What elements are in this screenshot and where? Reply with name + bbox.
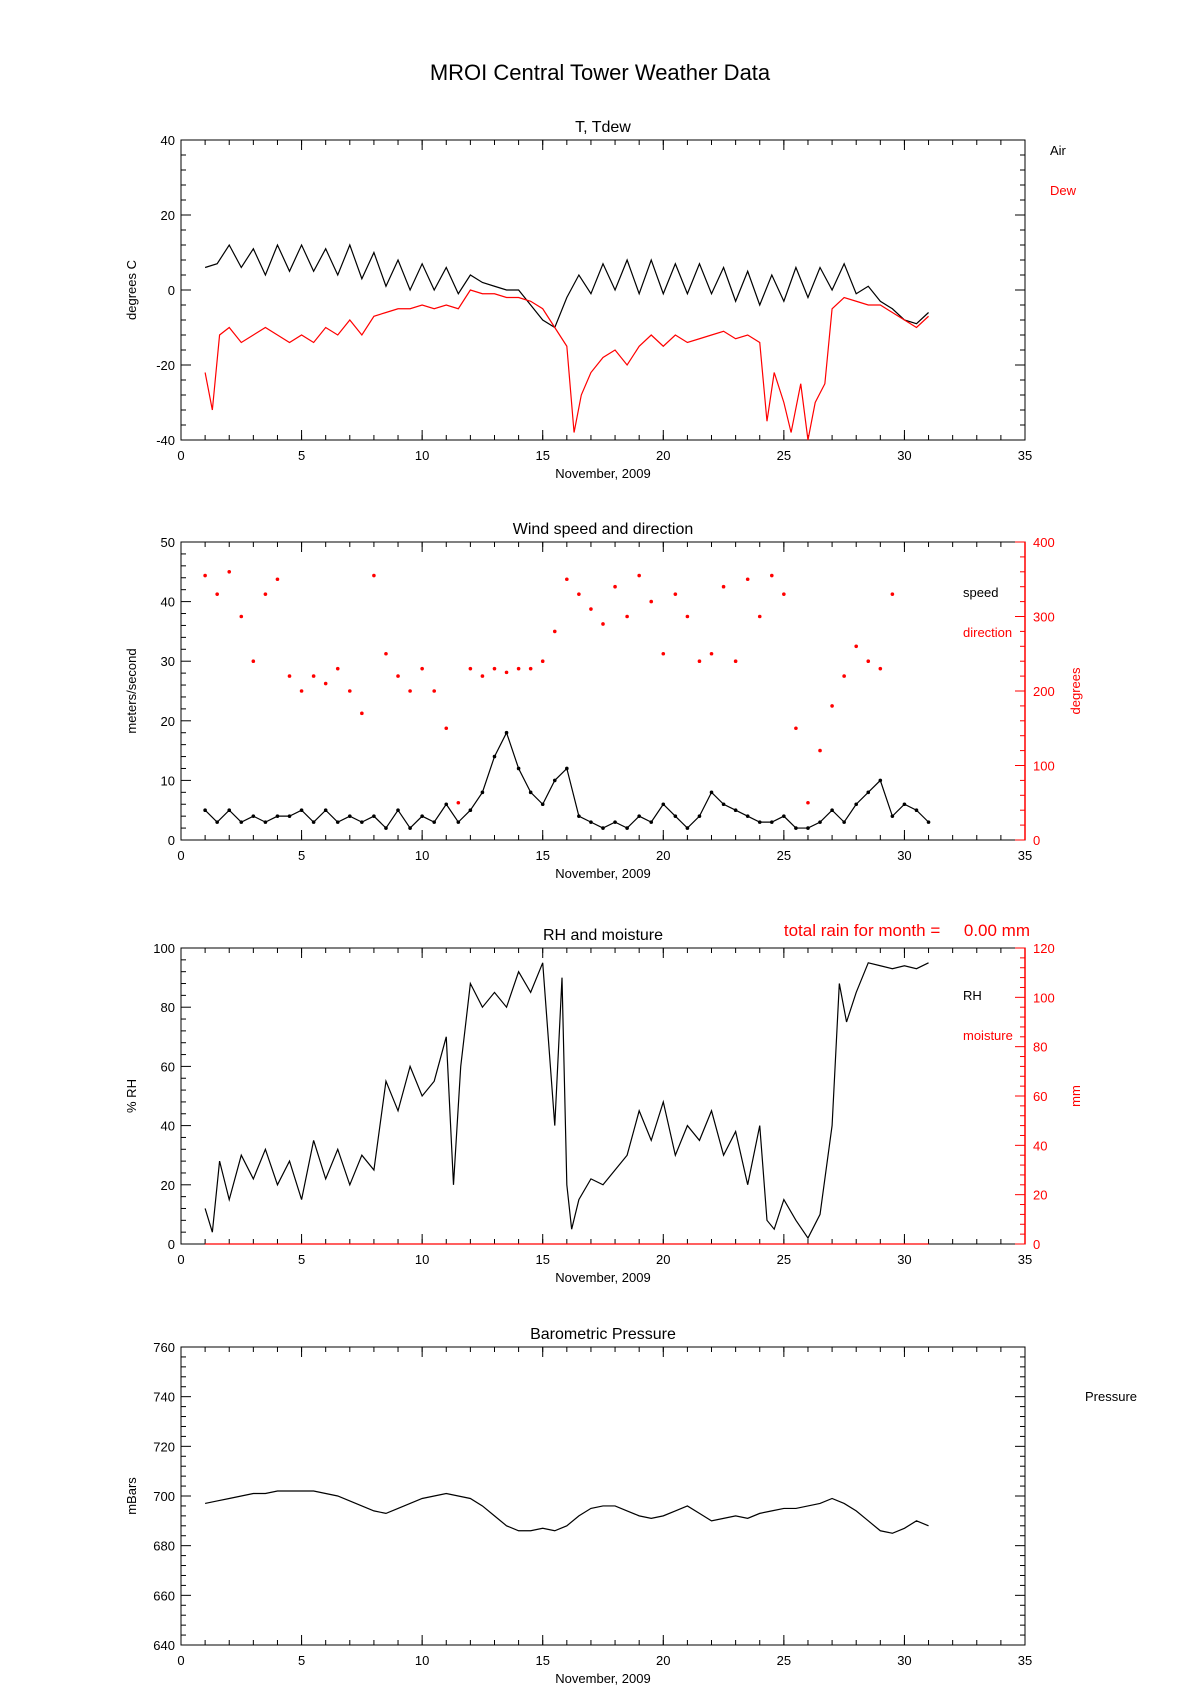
data-point-direction	[276, 577, 280, 581]
data-point-direction	[541, 659, 545, 663]
data-point-speed	[276, 814, 280, 818]
data-point-direction	[457, 801, 461, 805]
x-tick-label: 20	[656, 848, 671, 863]
x-axis-label: November, 2009	[555, 1671, 651, 1686]
data-point-speed	[360, 820, 364, 824]
x-tick-label: 35	[1017, 1252, 1033, 1267]
x-tick-label: 10	[414, 1653, 430, 1668]
data-point-speed	[215, 820, 219, 824]
y-tick-label: 20	[160, 1177, 175, 1193]
data-point-direction	[384, 652, 388, 656]
series-line-Pressure	[205, 1491, 928, 1533]
x-tick-label: 20	[656, 1653, 671, 1668]
data-point-speed	[686, 826, 690, 830]
chart-panel-1	[124, 119, 1077, 481]
data-point-direction	[408, 689, 412, 693]
x-tick-label: 25	[776, 1653, 792, 1668]
y-tick-label: 50	[160, 535, 175, 550]
data-point-direction	[854, 645, 858, 649]
data-point-speed	[722, 802, 726, 806]
data-point-direction	[312, 674, 316, 678]
data-point-direction	[891, 592, 895, 596]
y-tick-label: 100	[153, 941, 175, 956]
data-point-speed	[637, 814, 641, 818]
data-point-direction	[782, 592, 786, 596]
y-tick-label: 640	[153, 1638, 175, 1653]
y2-tick-label: 200	[1033, 684, 1055, 699]
data-point-speed	[348, 814, 352, 818]
series-speed	[203, 731, 930, 830]
data-point-direction	[698, 659, 702, 663]
data-point-direction	[203, 574, 207, 578]
data-point-speed	[252, 814, 256, 818]
x-tick-label: 20	[656, 1252, 671, 1267]
x-tick-label: 5	[297, 1653, 306, 1668]
data-point-direction	[879, 667, 883, 671]
y-tick-label: 740	[153, 1389, 175, 1405]
y-tick-label: 80	[160, 1000, 175, 1016]
data-point-speed	[927, 820, 931, 824]
panel-title: T, Tdew	[575, 119, 631, 136]
y-tick-label: -40	[156, 433, 175, 448]
x-tick-label: 15	[535, 1252, 550, 1267]
data-point-speed	[324, 808, 328, 812]
x-tick-label: 35	[1017, 848, 1033, 863]
x-tick-label: 15	[535, 448, 550, 463]
y-tick-label: 30	[160, 654, 175, 670]
data-point-speed	[203, 808, 207, 812]
data-point-direction	[625, 615, 629, 619]
legend-entry: Pressure	[1085, 1389, 1138, 1404]
data-point-direction	[529, 667, 533, 671]
data-point-direction	[734, 659, 738, 663]
data-point-speed	[264, 820, 268, 824]
data-point-direction	[830, 704, 834, 708]
data-point-speed	[565, 767, 569, 771]
data-point-direction	[686, 615, 690, 619]
x-tick-label: 10	[414, 1252, 430, 1267]
data-point-speed	[529, 791, 533, 795]
x-tick-label: 0	[177, 448, 185, 463]
data-point-speed	[818, 820, 822, 824]
data-point-speed	[457, 820, 461, 824]
data-point-direction	[252, 659, 256, 663]
y-axis-label: meters/second	[124, 648, 139, 734]
data-point-direction	[215, 592, 219, 596]
data-point-direction	[505, 671, 509, 675]
x-tick-label: 10	[414, 848, 430, 863]
data-point-direction	[842, 674, 846, 678]
data-point-speed	[505, 731, 509, 735]
plot-frame	[181, 948, 1025, 1244]
x-tick-label: 30	[897, 848, 912, 863]
data-point-speed	[879, 779, 883, 783]
data-point-speed	[903, 802, 907, 806]
y-tick-label: 20	[160, 713, 175, 729]
x-tick-label: 25	[776, 848, 792, 863]
plot-frame	[181, 542, 1025, 840]
y-axis-label: degrees C	[124, 260, 139, 320]
data-point-speed	[239, 820, 243, 824]
chart-panel-3	[124, 921, 1083, 1285]
legend-entry: RH	[963, 988, 982, 1003]
data-point-speed	[625, 826, 629, 830]
data-point-speed	[770, 820, 774, 824]
data-point-speed	[577, 814, 581, 818]
x-tick-label: 5	[297, 448, 306, 463]
data-point-direction	[601, 622, 605, 626]
data-point-direction	[637, 574, 641, 578]
data-point-direction	[348, 689, 352, 693]
series-line-RH	[205, 963, 928, 1238]
y2-tick-label: 100	[1033, 990, 1055, 1006]
data-point-direction	[372, 574, 376, 578]
data-point-direction	[806, 801, 810, 805]
plot-frame	[181, 140, 1025, 440]
x-tick-label: 35	[1017, 1653, 1033, 1668]
data-point-direction	[432, 689, 436, 693]
data-point-direction	[577, 592, 581, 596]
data-point-speed	[493, 755, 497, 759]
data-point-speed	[227, 808, 231, 812]
data-point-speed	[601, 826, 605, 830]
y-tick-label: 40	[160, 133, 175, 148]
data-point-direction	[746, 577, 750, 581]
y-tick-label: 720	[153, 1439, 175, 1455]
data-point-direction	[722, 585, 726, 589]
data-point-direction	[469, 667, 473, 671]
legend-entry: Air	[1050, 143, 1066, 158]
data-point-direction	[264, 592, 268, 596]
y-tick-label: 760	[153, 1340, 175, 1355]
y-tick-label: 660	[153, 1588, 175, 1604]
y2-tick-label: 0	[1033, 833, 1041, 848]
legend-entry: moisture	[963, 1028, 1013, 1043]
data-point-speed	[312, 820, 316, 824]
panel-title: Wind speed and direction	[512, 521, 694, 538]
x-tick-label: 30	[897, 448, 912, 463]
chart-panel-4	[124, 1326, 1137, 1686]
data-point-speed	[420, 814, 424, 818]
data-point-direction	[227, 570, 231, 574]
data-point-direction	[589, 607, 593, 611]
x-tick-label: 10	[414, 448, 430, 463]
data-point-direction	[661, 652, 665, 656]
y2-tick-label: 0	[1033, 1237, 1041, 1252]
data-point-direction	[758, 615, 762, 619]
data-point-direction	[866, 659, 870, 663]
y2-axis-label: mm	[1068, 1085, 1083, 1107]
data-point-speed	[517, 767, 521, 771]
data-point-speed	[372, 814, 376, 818]
data-point-speed	[866, 791, 870, 795]
x-tick-label: 15	[535, 1653, 550, 1668]
x-tick-label: 25	[776, 448, 792, 463]
y2-tick-label: 120	[1033, 941, 1055, 956]
data-point-direction	[396, 674, 400, 678]
rain-total-annotation: total rain for month = 0.00 mm	[783, 921, 1030, 940]
y2-tick-label: 60	[1033, 1089, 1048, 1104]
data-point-direction	[770, 574, 774, 578]
y2-tick-label: 400	[1033, 535, 1055, 550]
y-axis-label: % RH	[124, 1079, 139, 1113]
y2-tick-label: 100	[1033, 758, 1055, 774]
series-line-Air	[205, 245, 928, 328]
data-point-speed	[806, 826, 810, 830]
plot-frame	[181, 1347, 1025, 1645]
data-point-speed	[746, 814, 750, 818]
data-point-speed	[915, 808, 919, 812]
data-point-speed	[782, 814, 786, 818]
y-tick-label: 10	[160, 773, 175, 789]
data-point-direction	[553, 630, 557, 634]
y-tick-label: 20	[160, 208, 175, 223]
data-point-speed	[444, 802, 448, 806]
y-tick-label: 40	[160, 1118, 175, 1134]
data-point-speed	[481, 791, 485, 795]
x-tick-label: 30	[897, 1653, 912, 1668]
data-point-direction	[239, 615, 243, 619]
data-point-speed	[830, 808, 834, 812]
x-tick-label: 5	[297, 1252, 306, 1267]
x-tick-label: 15	[535, 848, 550, 863]
x-axis-label: November, 2009	[555, 466, 651, 481]
chart-panel-2	[124, 521, 1083, 881]
data-point-speed	[469, 808, 473, 812]
data-point-direction	[674, 592, 678, 596]
y-tick-label: 40	[160, 594, 175, 610]
data-point-speed	[649, 820, 653, 824]
data-point-direction	[336, 667, 340, 671]
data-point-direction	[613, 585, 617, 589]
data-point-direction	[360, 712, 364, 716]
data-point-direction	[517, 667, 521, 671]
panel-title: RH and moisture	[542, 927, 664, 944]
data-point-speed	[794, 826, 798, 830]
x-tick-label: 35	[1017, 448, 1033, 463]
data-point-speed	[698, 814, 702, 818]
data-point-speed	[891, 814, 895, 818]
y2-tick-label: 20	[1033, 1187, 1048, 1203]
figure-title: MROI Central Tower Weather Data	[429, 60, 771, 85]
panel-title: Barometric Pressure	[530, 1326, 676, 1343]
data-point-direction	[794, 726, 798, 730]
data-point-speed	[854, 802, 858, 806]
y-tick-label: -20	[156, 358, 175, 373]
data-point-direction	[649, 600, 653, 604]
y-axis-label: mBars	[124, 1477, 139, 1515]
data-point-speed	[734, 808, 738, 812]
data-point-direction	[444, 726, 448, 730]
y2-tick-label: 300	[1033, 609, 1055, 625]
x-axis-label: November, 2009	[555, 866, 651, 881]
data-point-direction	[420, 667, 424, 671]
data-point-speed	[432, 820, 436, 824]
data-point-speed	[300, 808, 304, 812]
x-tick-label: 25	[776, 1252, 792, 1267]
y-tick-label: 700	[153, 1489, 175, 1504]
y-tick-label: 60	[160, 1059, 175, 1075]
y-tick-label: 680	[153, 1538, 175, 1554]
data-point-speed	[384, 826, 388, 830]
data-point-speed	[842, 820, 846, 824]
x-tick-label: 20	[656, 448, 671, 463]
data-point-speed	[661, 802, 665, 806]
y-tick-label: 0	[167, 833, 175, 848]
data-point-speed	[613, 820, 617, 824]
data-point-direction	[288, 674, 292, 678]
y2-tick-label: 40	[1033, 1138, 1048, 1154]
x-axis-label: November, 2009	[555, 1270, 651, 1285]
data-point-speed	[408, 826, 412, 830]
data-point-speed	[674, 814, 678, 818]
x-tick-label: 0	[177, 1653, 185, 1668]
y-tick-label: 0	[167, 283, 175, 298]
series-direction	[203, 570, 894, 805]
x-tick-label: 0	[177, 1252, 185, 1267]
data-point-speed	[758, 820, 762, 824]
x-tick-label: 0	[177, 848, 185, 863]
series-line-Dew	[205, 290, 928, 440]
series-line-speed	[205, 733, 928, 828]
data-point-direction	[481, 674, 485, 678]
data-point-direction	[710, 652, 714, 656]
data-point-speed	[541, 802, 545, 806]
x-tick-label: 30	[897, 1252, 912, 1267]
y2-axis-label: degrees	[1068, 667, 1083, 715]
data-point-speed	[589, 820, 593, 824]
data-point-direction	[493, 667, 497, 671]
data-point-speed	[553, 779, 557, 783]
data-point-direction	[324, 682, 328, 686]
data-point-direction	[818, 749, 822, 753]
y-tick-label: 0	[167, 1237, 175, 1252]
legend-entry: Dew	[1050, 183, 1077, 198]
x-tick-label: 5	[297, 848, 306, 863]
data-point-speed	[710, 791, 714, 795]
data-point-speed	[336, 820, 340, 824]
legend-entry: direction	[963, 625, 1013, 640]
data-point-speed	[288, 814, 292, 818]
legend-entry: speed	[963, 585, 999, 600]
data-point-speed	[396, 808, 400, 812]
y2-tick-label: 80	[1033, 1039, 1048, 1055]
data-point-direction	[565, 577, 569, 581]
data-point-direction	[300, 689, 304, 693]
